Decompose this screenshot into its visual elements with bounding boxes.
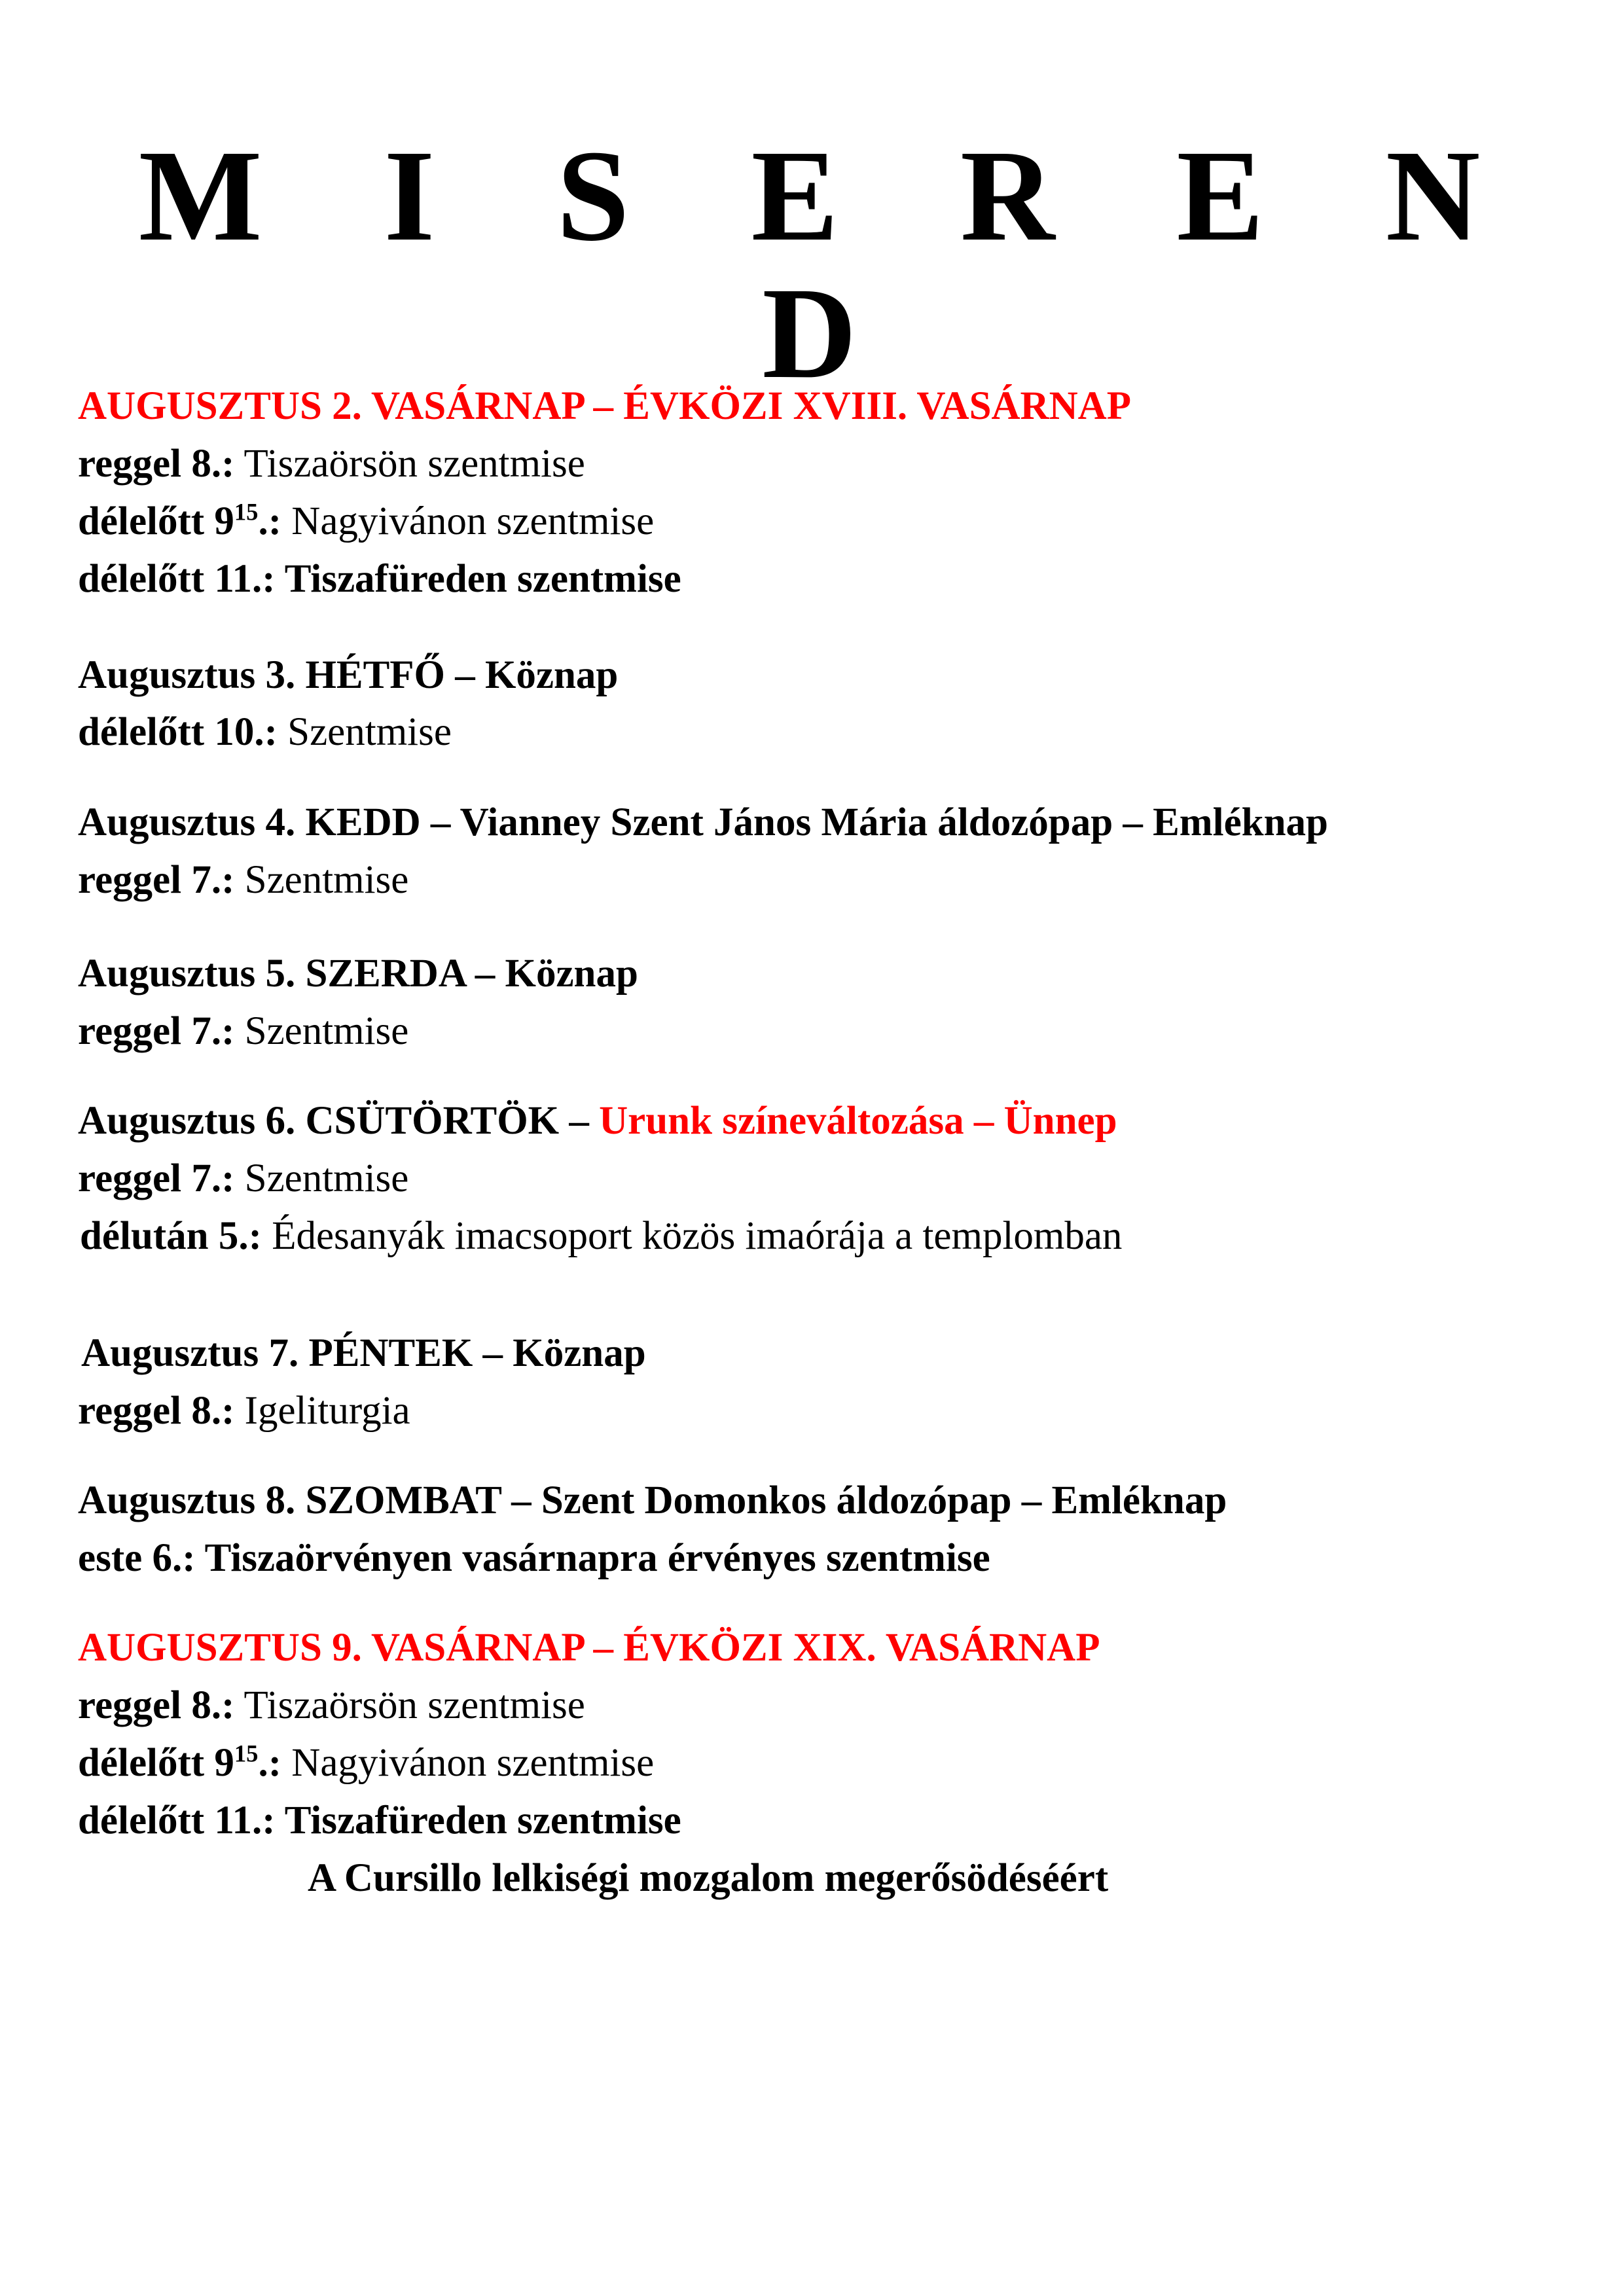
entry-time: reggel 8.: [78, 1683, 235, 1727]
entry-time: délelőtt 11.: [78, 557, 276, 601]
page-title: M I S E R E N D [138, 124, 1525, 406]
schedule-entry [80, 1213, 1122, 1260]
schedule-entry [78, 1682, 585, 1729]
entry-time: reggel 7.: [78, 1157, 235, 1200]
entry-text: Tiszaörsön szentmise [234, 442, 585, 486]
entry-text: Édesanyák imacsoport közös imaórája a templomban [261, 1214, 1123, 1258]
entry-text: Nagyivánon szentmise [281, 1741, 655, 1785]
entry-time: délelőtt 10.: [78, 710, 278, 754]
day-header-aug-3: Augusztus 3. HÉTFŐ – Köznap [78, 653, 619, 697]
schedule-entry [78, 1388, 410, 1435]
day-header-aug-7: Augusztus 7. PÉNTEK – Köznap [81, 1331, 646, 1375]
day-header-aug-9: AUGUSZTUS 9. VASÁRNAP – ÉVKÖZI XIX. VASÁRNAP [78, 1626, 1100, 1670]
day-header-aug-8: Augusztus 8. SZOMBAT – Szent Domonkos áldozópap – Emléknap [78, 1479, 1227, 1522]
schedule-entry [78, 1740, 654, 1787]
entry-text: Tiszafüreden szentmise [275, 557, 681, 601]
mass-intention: A Cursillo lelkiségi mozgalom megerősödéséért [308, 1856, 1109, 1900]
time-superscript: 15 [234, 498, 259, 526]
day-header-aug-6 [78, 1098, 1117, 1145]
entry-text: Szentmise [234, 1009, 409, 1053]
schedule-entry [78, 1797, 681, 1844]
entry-time: reggel 7.: [78, 858, 235, 902]
day-header-weekday: Augusztus 6. CSÜTÖRTÖK – [78, 1099, 600, 1143]
entry-text: Szentmise [234, 858, 409, 902]
feast-name: Urunk színeváltozása – Ünnep [599, 1099, 1117, 1143]
entry-text: Igeliturgia [234, 1389, 410, 1433]
day-header-aug-2: AUGUSZTUS 2. VASÁRNAP – ÉVKÖZI XVIII. VASÁRNAP [78, 384, 1131, 428]
entry-time: reggel 8.: [78, 442, 235, 486]
time-superscript: 15 [234, 1740, 259, 1767]
entry-time: délután 5.: [80, 1214, 262, 1258]
schedule-entry [78, 440, 585, 488]
entry-text: Szentmise [234, 1157, 409, 1200]
schedule-entry [78, 1535, 990, 1582]
entry-time: reggel 7.: [78, 1009, 235, 1053]
entry-time: délelőtt $9^{15}$.: [78, 498, 282, 543]
entry-time: este 6.: [78, 1536, 196, 1580]
entry-text: Tiszafüreden szentmise [275, 1799, 681, 1842]
day-header-aug-5: Augusztus 5. SZERDA – Köznap [78, 952, 638, 996]
entry-time: reggel 8.: [78, 1389, 235, 1433]
schedule-entry [78, 857, 408, 904]
schedule-entry [78, 556, 681, 603]
entry-text: Szentmise [277, 710, 452, 754]
entry-text: Tiszaörvényen vasárnapra érvényes szentmise [195, 1536, 990, 1580]
schedule-entry [78, 709, 452, 756]
entry-text: Nagyivánon szentmise [281, 499, 655, 543]
schedule-entry [78, 1155, 408, 1202]
schedule-entry [78, 498, 654, 545]
schedule-entry [78, 1008, 408, 1055]
entry-text: Tiszaörsön szentmise [234, 1683, 585, 1727]
day-header-aug-4: Augusztus 4. KEDD – Vianney Szent János Mária áldozópap – Emléknap [78, 800, 1328, 844]
entry-time: délelőtt $9^{15}$.: [78, 1740, 282, 1785]
entry-time: délelőtt 11.: [78, 1799, 276, 1842]
